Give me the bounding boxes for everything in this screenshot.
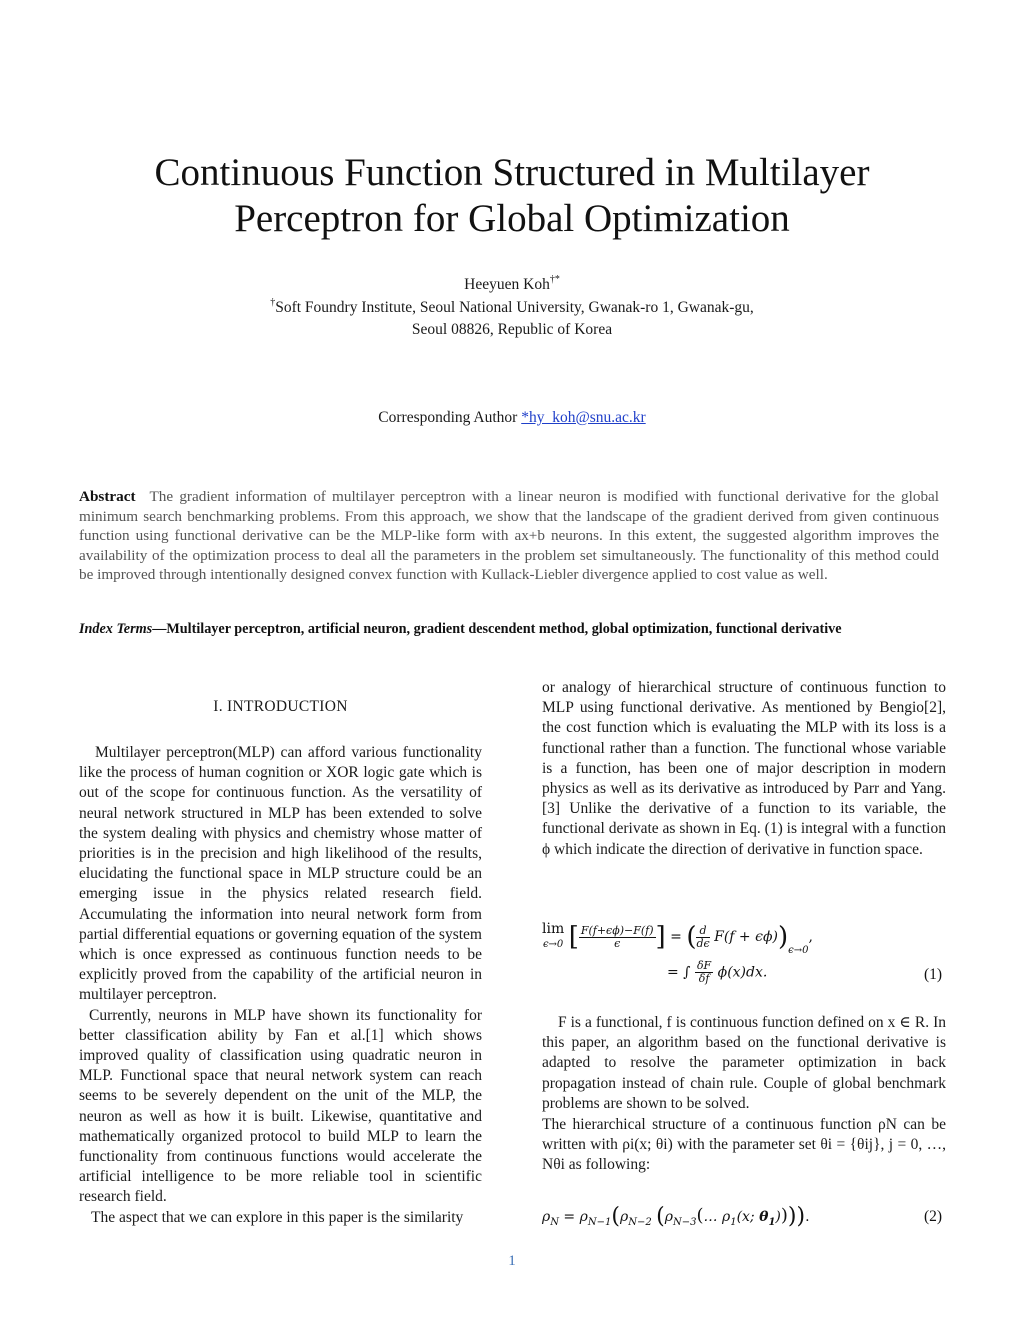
index-terms <box>79 621 959 638</box>
corresponding-email-link[interactable]: *hy_koh@snu.ac.kr <box>521 409 646 426</box>
right-column-paragraph-3: The hierarchical structure of a continuous function ρN can be written with ρi(x; θi) with the parameter set θi = {θij}, j = 0, …, Nθi as following: <box>542 1116 946 1174</box>
corresponding-author <box>0 409 1024 427</box>
affiliation-mark: † <box>270 297 276 308</box>
affiliation-text-1: Soft Foundry Institute, Seoul National University, Gwanak-ro 1, Gwanak-gu, <box>275 299 754 316</box>
title-line-2: Perceptron for Global Optimization <box>234 197 790 240</box>
right-column-paragraph-1: or analogy of hierarchical structure of continuous function to MLP using functional derivative. As mentioned by Bengio[2], the cost function which is evaluating the MLP with its loss is a functional rather than a function. The functional whose variable is a function, has been one of major description in modern physics as well as its derivative as introduced by Parr and Yang.[3] Unlike the derivative of a function to its variable, the functional derivate as shown in Eq. (1) is integral with a function ϕ which indicate the direction of derivative in function space. <box>542 679 946 858</box>
author-line <box>0 276 1024 294</box>
equation-2-number: (2) <box>924 1208 943 1225</box>
abstract <box>79 487 939 585</box>
abstract-text: The gradient information of multilayer perceptron with a linear neuron is modified with functional derivative for the global minimum search benchmarking problems. From this approach, we show that the landscape of the gradient derived from given continuous function using functional derivative can be the MLP-like form with ax+b neurons. In this extent, the suggested algorithm improves the availability of the optimization process to deal all the parameters in the problem set simultaneously. The functionality of this method could be improved through intentionally designed convex function with Kullack-Liebler divergence applied to cost value as well. <box>79 488 939 584</box>
author-name: Heeyuen Koh <box>464 276 550 293</box>
index-terms-label: Index Terms <box>79 621 153 637</box>
abstract-label: Abstract <box>79 488 136 505</box>
index-terms-text: Multilayer perceptron, artificial neuron, gradient descendent method, global optimization, functional derivative <box>166 621 842 637</box>
left-column <box>79 743 482 1228</box>
author-marks: †* <box>549 274 560 285</box>
intro-paragraph-2: Currently, neurons in MLP have shown its functionality for better classification ability by Fan et al.[1] which shows improved quality of classification using quadratic neuron in MLP. Functional space that neural network system can reach seems to be severely dependent on the unit of the MLP, the neuron as well as how it is built. Likewise, quantitative and mathematically organized protocol to build MLP to learn the functionality from continuous functions would accelerate the artificial intelligence to be more reliable tool in scientific research field. <box>79 1006 482 1206</box>
section-heading-introduction: I. INTRODUCTION <box>213 698 348 715</box>
index-terms-dash: — <box>152 621 167 637</box>
equation-2: $\rho_N = \rho_{N-1}(\rho_{N-2}$ ($\rho_{N-3}(\dots$ $\rho_1(x$; $\theta_1$)))). <box>542 1204 810 1229</box>
equation-1-line-2: = ∫ $\frac{\delta F}{\delta f}$ ϕ(x)dx. <box>667 959 768 985</box>
right-column-paragraph-2: F is a functional, f is continuous function defined on x ∈ R. In this paper, an algorithm based on the functional derivative is adapted to resolve the parameter optimization in back propagation instead of chain rule. Couple of global benchmark problems are shown to be solved. <box>542 1014 946 1112</box>
title-line-1: Continuous Function Structured in Multilayer <box>154 151 870 194</box>
equation-1-number: (1) <box>924 966 943 983</box>
equation-1-line-1: lim ϵ→0 [ $\frac{F(f+\epsilon\phi)-F(f)}{\epsilon}$ ] = ( $\frac{d}{d\epsilon}$ $F(f + \epsilon\phi))_{\epsilon\to 0}$, <box>542 921 813 956</box>
paper-title <box>0 150 1024 242</box>
affiliation-line-2: Seoul 08826, Republic of Korea <box>411 321 613 338</box>
intro-paragraph-1: Multilayer perceptron(MLP) can afford various functionality like the process of human cognition or XOR logic gate which is out of the scope for continuous function. As the versatility of neural network structured in MLP has been extended to solve the system dealing with physics and chemistry whose matter of priorities is in the precision and high likelihood of the results, elucidating the functional space in MLP structure could be an emerging issue in the physics related research field. Accumulating the information into neural network form from partial differential equations or governing equation of the system which is once expressed as continuous function needs to be explicitly proved from the capability of the artificial neuron in multilayer perceptron. <box>79 744 482 1004</box>
corresponding-label: Corresponding Author <box>378 409 522 426</box>
intro-paragraph-3: The aspect that we can explore in this paper is the similarity <box>91 1208 464 1226</box>
affiliation-line-1 <box>0 299 1024 317</box>
page-number: 1 <box>508 1253 516 1269</box>
